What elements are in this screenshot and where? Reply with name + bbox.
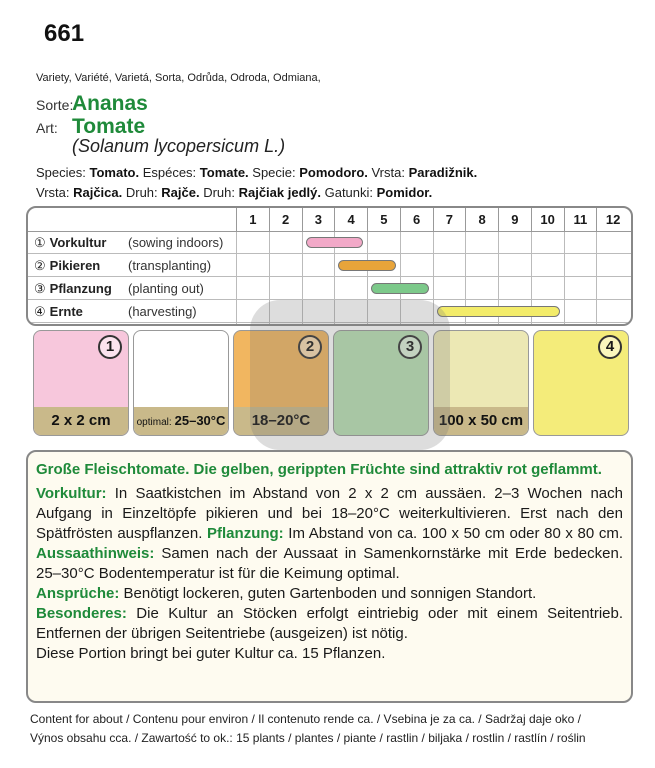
calendar-row-sub: (harvesting): [128, 304, 197, 319]
sorte-value: Ananas: [72, 92, 148, 115]
variety-label: Variety, Variété, Varietá, Sorta, Odrůda, Odroda, Odmiana,: [36, 72, 321, 84]
step-number-badge: 1: [98, 335, 122, 359]
step-number-badge: 4: [598, 335, 622, 359]
content-footer: [30, 710, 630, 748]
species-line-2: [36, 183, 477, 203]
month-2: 2: [269, 208, 302, 232]
row-number: ②: [34, 258, 46, 273]
month-4: 4: [334, 208, 367, 232]
calendar-row-label: [34, 235, 106, 251]
aussaat-text: Samen nach der Aussaat in Samenkornstärke mit Erde bedecken. 25–30°C Bodentemperatur ist für die Keimung optimal.: [36, 545, 623, 582]
month-8: 8: [465, 208, 498, 232]
besonderes-key: Besonderes:: [36, 605, 127, 622]
species-value: Paradižnik.: [408, 165, 478, 180]
calendar-row-sub: (transplanting): [128, 258, 212, 273]
species-label: Druh:: [199, 185, 239, 200]
pictogram-value: 2 x 2 cm: [51, 412, 111, 429]
calendar-row-sub: (planting out): [128, 281, 204, 296]
month-10: 10: [531, 208, 564, 232]
row-title: Pflanzung: [49, 281, 112, 296]
footer-line-1: Content for about / Contenu pour environ / Il contenuto rende ca. / Vsebina je za ca. / Sadržaj daje oko /: [30, 712, 582, 726]
besonderes-line: [36, 604, 623, 644]
row-number: ④: [34, 304, 46, 319]
month-9: 9: [498, 208, 531, 232]
species-value: Pomidor.: [376, 185, 433, 200]
pictogram-value: 100 x 50 cm: [438, 412, 524, 429]
row-number: ③: [34, 281, 46, 296]
row-title: Vorkultur: [49, 235, 107, 250]
row-title: Ernte: [49, 304, 83, 319]
month-6: 6: [400, 208, 433, 232]
pflanzung-key: Pflanzung:: [207, 525, 284, 542]
art-label: Art:: [36, 120, 58, 136]
art-value: Tomate: [72, 115, 146, 138]
pictogram-6: [533, 330, 629, 436]
calendar-row: [28, 278, 631, 300]
month-7: 7: [433, 208, 466, 232]
calendar-bar: [371, 283, 429, 294]
latin-name: (Solanum lycopersicum L.): [72, 136, 286, 156]
description-box: [26, 450, 633, 703]
calendar-bar: [437, 306, 560, 317]
sorte-row: [36, 92, 148, 116]
species-value: Rajčica.: [73, 185, 123, 200]
vorkultur-key: Vorkultur:: [36, 485, 107, 502]
vorkultur-text: In Saatkistchen im Abstand von 2 x 2 cm aussäen. 2–3 Wochen nach Aufgang in Einzeltöpfe pikieren und bei 18–20°C weiterkultivieren. Erst nach den Spätfrösten auspflanzen.: [36, 485, 623, 542]
step-number-badge: 3: [398, 335, 422, 359]
species-label: Vrsta:: [367, 165, 409, 180]
calendar-row: [28, 232, 631, 254]
watermark-logo: [250, 300, 450, 450]
species-value: Pomodoro.: [299, 165, 368, 180]
description-headline: Große Fleischtomate. Die gelben, gerippten Früchte sind attraktiv rot geflammt.: [36, 461, 602, 478]
species-label: Species:: [36, 165, 90, 180]
calendar-bar: [306, 237, 364, 248]
month-5: 5: [367, 208, 400, 232]
species-value: Tomato.: [89, 165, 140, 180]
species-label: Specie:: [248, 165, 300, 180]
calendar-month-header: [28, 208, 631, 232]
calendar-row: [28, 255, 631, 277]
species-label: Druh:: [122, 185, 162, 200]
pictogram-label: [34, 407, 128, 435]
species-value: Tomate.: [199, 165, 249, 180]
pictogram-value: 18–20°C: [251, 412, 311, 429]
species-label: Espéces:: [139, 165, 200, 180]
month-11: 11: [564, 208, 597, 232]
footer-line-2: Výnos obsahu cca. / Zawartość to ok.: 15 plants / plantes / piante / rastlin / biljaka / rostlin / rastlín / roślin: [30, 731, 586, 745]
pictogram-2: [133, 330, 229, 436]
month-1: 1: [236, 208, 269, 232]
calendar-row-label: [34, 281, 112, 297]
sorte-label: Sorte:: [36, 97, 74, 113]
calendar-bar: [338, 260, 396, 271]
species-value: Rajče.: [161, 185, 200, 200]
description-body: [36, 484, 623, 584]
species-label: Gatunki:: [320, 185, 377, 200]
month-3: 3: [302, 208, 335, 232]
pflanzung-text: Im Abstand von ca. 100 x 50 cm oder 80 x 80 cm.: [283, 525, 623, 542]
species-block: [36, 163, 477, 203]
month-12: 12: [596, 208, 629, 232]
ansprueche-key: Ansprüche:: [36, 585, 120, 602]
ansprueche-line: [36, 584, 623, 604]
pictogram-1: [33, 330, 129, 436]
optimal-label: optimal:: [136, 417, 172, 428]
pictogram-value: 25–30°C: [174, 413, 226, 428]
besonderes-text: Die Kultur an Stöcken erfolgt eintriebig oder mit einem Seitentrieb. Entfernen der übrigen Seitentriebe (ausgeizen) ist nötig.: [36, 605, 623, 642]
species-value: Rajčiak jedlý.: [238, 185, 321, 200]
row-number: ①: [34, 235, 46, 250]
portion-line: Diese Portion bringt bei guter Kultur ca. 15 Pflanzen.: [36, 645, 386, 662]
step-number-badge: 2: [298, 335, 322, 359]
product-code: 661: [44, 20, 85, 47]
species-label: Vrsta:: [36, 185, 74, 200]
aussaat-key: Aussaathinweis:: [36, 545, 155, 562]
calendar-row-label: [34, 304, 83, 320]
calendar-row-label: [34, 258, 100, 274]
species-line-1: [36, 163, 477, 183]
ansprueche-text: Benötigt lockeren, guten Gartenboden und sonnigen Standort.: [119, 585, 537, 602]
calendar-row-sub: (sowing indoors): [128, 235, 224, 250]
row-title: Pikieren: [49, 258, 101, 273]
pictogram-label: [134, 407, 228, 435]
